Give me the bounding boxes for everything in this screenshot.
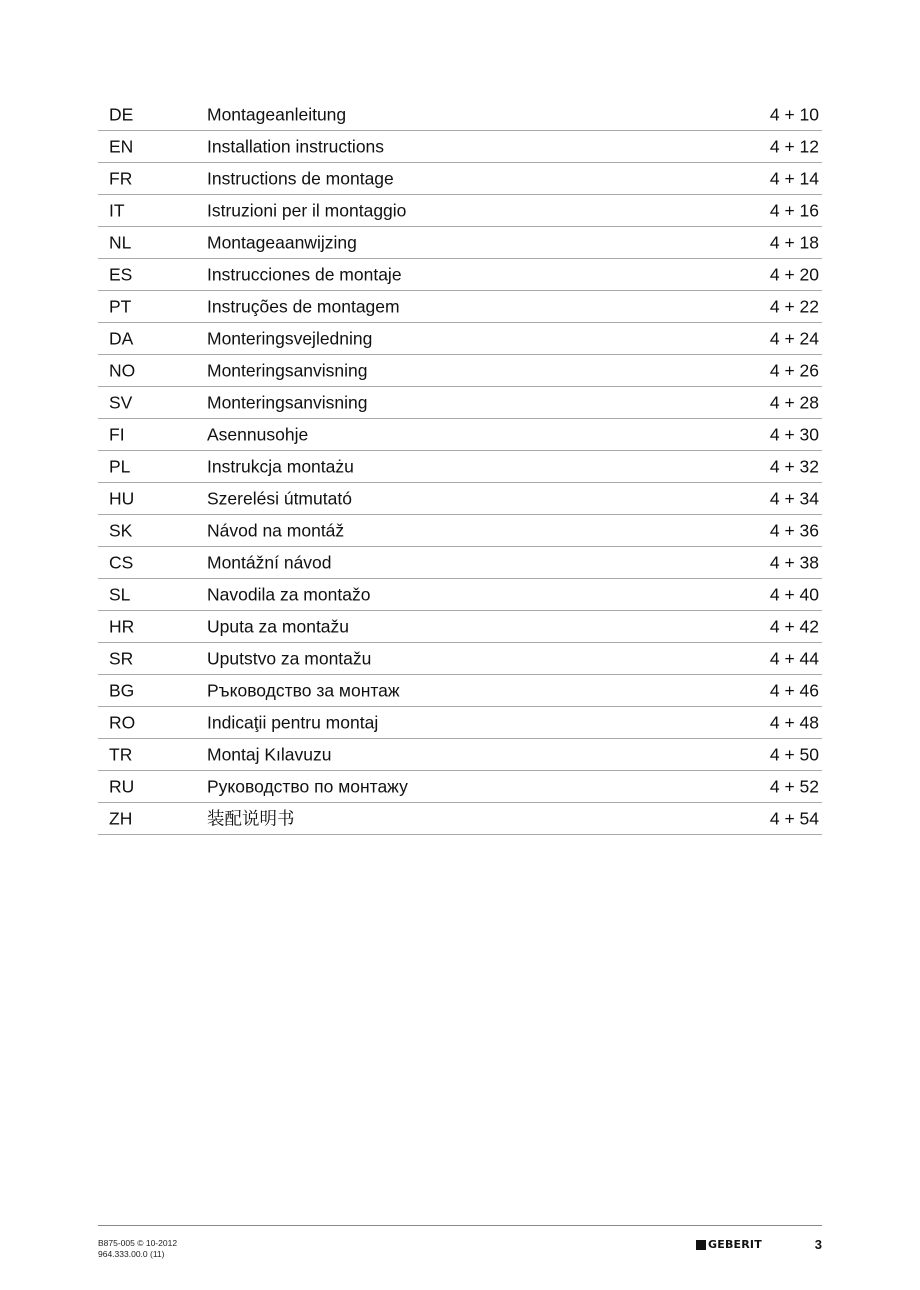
page-reference: 4 + 44 xyxy=(769,647,819,668)
page-reference: 4 + 30 xyxy=(769,423,819,444)
toc-row xyxy=(98,547,822,579)
instruction-title: Monteringsanvisning xyxy=(207,391,368,412)
language-code: SK xyxy=(109,519,133,540)
instruction-title: Instrukcja montażu xyxy=(207,455,354,476)
instruction-title: Montageanleitung xyxy=(207,103,347,124)
instruction-title: Installation instructions xyxy=(207,135,385,156)
toc-row xyxy=(98,771,822,803)
instruction-title: Monteringsvejledning xyxy=(207,327,373,348)
page-number: 3 xyxy=(814,1237,822,1252)
footer-divider xyxy=(98,1225,822,1226)
page-reference: 4 + 14 xyxy=(769,167,819,188)
language-code: RU xyxy=(109,775,135,796)
instruction-title: Montageaanwijzing xyxy=(207,231,357,252)
toc-row xyxy=(98,611,822,643)
toc-row xyxy=(98,803,822,835)
toc-row xyxy=(98,451,822,483)
instruction-title: Instrucciones de montaje xyxy=(207,263,402,284)
language-code: SL xyxy=(109,583,131,604)
instruction-title: Uputa za montažu xyxy=(207,615,350,636)
instruction-title: Asennusohje xyxy=(207,423,309,444)
language-code: FR xyxy=(109,167,133,188)
toc-row xyxy=(98,419,822,451)
toc-row xyxy=(98,291,822,323)
logo-square-icon xyxy=(696,1240,706,1250)
page-reference: 4 + 26 xyxy=(769,359,819,380)
language-code: CS xyxy=(109,551,134,572)
instruction-title: Ръководство за монтаж xyxy=(207,679,400,700)
instruction-title: Instruções de montagem xyxy=(207,295,400,316)
language-table-of-contents xyxy=(98,99,822,835)
instruction-title: Návod na montáž xyxy=(207,519,345,540)
page-reference: 4 + 54 xyxy=(769,807,819,828)
instruction-title: Indicaţii pentru montaj xyxy=(207,711,379,732)
instruction-title: Navodila za montažo xyxy=(207,583,371,604)
language-code: SR xyxy=(109,647,134,668)
language-code: HR xyxy=(109,615,135,636)
language-code: BG xyxy=(109,679,135,700)
toc-row xyxy=(98,707,822,739)
toc-row xyxy=(98,227,822,259)
toc-row xyxy=(98,579,822,611)
instruction-title: Instructions de montage xyxy=(207,167,394,188)
toc-row xyxy=(98,323,822,355)
toc-row xyxy=(98,99,822,131)
language-code: SV xyxy=(109,391,133,412)
instruction-title: Istruzioni per il montaggio xyxy=(207,199,407,220)
language-code: PL xyxy=(109,455,131,476)
page-reference: 4 + 50 xyxy=(769,743,819,764)
page-reference: 4 + 32 xyxy=(769,455,819,476)
page-reference: 4 + 24 xyxy=(769,327,819,348)
document-reference: B875-005 © 10-2012 xyxy=(98,1238,178,1248)
language-code: NL xyxy=(109,231,132,252)
page-reference: 4 + 38 xyxy=(769,551,819,572)
instruction-title: Uputstvo za montažu xyxy=(207,647,372,668)
instruction-title: Montaj Kılavuzu xyxy=(207,743,332,764)
toc-row xyxy=(98,739,822,771)
page-reference: 4 + 28 xyxy=(769,391,819,412)
toc-row xyxy=(98,387,822,419)
language-code: NO xyxy=(109,359,136,380)
language-code: DA xyxy=(109,327,134,348)
article-number: 964.333.00.0 (11) xyxy=(98,1249,165,1259)
language-code: FI xyxy=(109,423,125,444)
language-code: TR xyxy=(109,743,133,764)
instruction-title: Szerelési útmutató xyxy=(207,487,352,508)
toc-row xyxy=(98,483,822,515)
instruction-title: Montážní návod xyxy=(207,551,332,572)
page-reference: 4 + 18 xyxy=(769,231,819,252)
page-reference: 4 + 48 xyxy=(769,711,819,732)
language-code: ZH xyxy=(109,807,133,828)
page-reference: 4 + 52 xyxy=(769,775,819,796)
toc-row xyxy=(98,131,822,163)
instruction-title: Monteringsanvisning xyxy=(207,359,368,380)
toc-row xyxy=(98,675,822,707)
page-reference: 4 + 10 xyxy=(769,103,819,124)
page-reference: 4 + 34 xyxy=(769,487,819,508)
page-reference: 4 + 22 xyxy=(769,295,819,316)
language-code: RO xyxy=(109,711,136,732)
brand-name: GEBERIT xyxy=(708,1238,762,1251)
language-code: PT xyxy=(109,295,132,316)
language-code: ES xyxy=(109,263,133,284)
page-reference: 4 + 46 xyxy=(769,679,819,700)
toc-row xyxy=(98,195,822,227)
page-reference: 4 + 20 xyxy=(769,263,819,284)
toc-row xyxy=(98,259,822,291)
instruction-title: 装配说明书 xyxy=(207,807,295,828)
toc-row xyxy=(98,163,822,195)
language-code: DE xyxy=(109,103,134,124)
page-reference: 4 + 36 xyxy=(769,519,819,540)
toc-row xyxy=(98,355,822,387)
toc-row xyxy=(98,515,822,547)
page-reference: 4 + 40 xyxy=(769,583,819,604)
language-code: EN xyxy=(109,135,134,156)
language-code: HU xyxy=(109,487,135,508)
toc-row xyxy=(98,643,822,675)
page-reference: 4 + 12 xyxy=(769,135,819,156)
footer-meta xyxy=(98,1238,177,1260)
geberit-logo xyxy=(696,1239,762,1251)
instruction-title: Руководство по монтажу xyxy=(207,775,408,796)
page-reference: 4 + 16 xyxy=(769,199,819,220)
language-code: IT xyxy=(109,199,125,220)
page-reference: 4 + 42 xyxy=(769,615,819,636)
